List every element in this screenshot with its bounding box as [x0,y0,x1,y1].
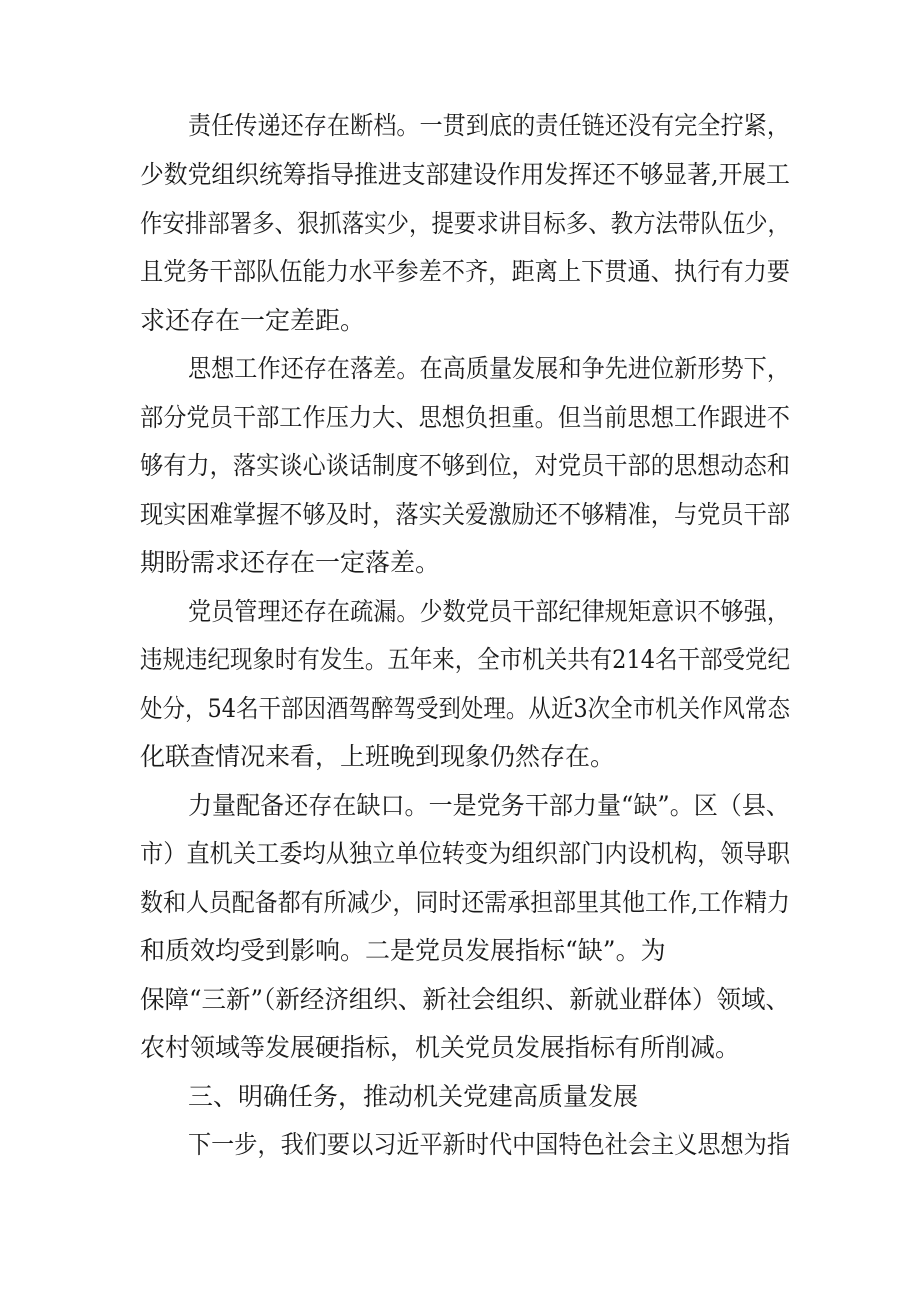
text-line: 求还存在一定差距。 [140,306,366,335]
text-line: 部分党员干部工作压力大、思想负担重。但当前思想工作跟进不 [140,403,791,432]
text-line: 下一步，我们要以习近平新时代中国特色社会主义思想为指 [188,1130,790,1159]
text-line: 期盼需求还存在一定落差。 [140,548,441,577]
text-line: 农村领域等发展硬指标，机关党员发展指标有所削减。 [140,1033,741,1062]
section-heading: 三、明确任务，推动机关党建高质量发展 [188,1082,639,1111]
text-line: 够有力，落实谈心谈话制度不够到位，对党员干部的思想动态和 [140,451,791,480]
text-line: 处分，54名干部因酒驾醉驾受到处理。从近3次全市机关作风常态 [140,694,791,723]
text-line: 数和人员配备都有所减少，同时还需承担部里其他工作,工作精力 [140,888,790,917]
text-line: 责任传递还存在断档。一贯到底的责任链还没有完全拧紧， [188,111,790,140]
text-line: 少数党组织统筹指导推进支部建设作用发挥还不够显著,开展工 [140,160,790,189]
text-line: 和质效均受到影响。二是党员发展指标“缺”。为 [140,936,666,965]
text-line: 党员管理还存在疏漏。少数党员干部纪律规矩意识不够强， [188,597,790,626]
text-line: 思想工作还存在落差。在高质量发展和争先进位新形势下， [188,354,790,383]
text-line: 市）直机关工委均从独立单位转变为组织部门内设机构，领导职 [140,839,791,868]
text-line: 作安排部署多、狠抓落实少，提要求讲目标多、教方法带队伍少， [140,209,790,238]
text-line: 违规违纪现象时有发生。五年来，全市机关共有214名干部受党纪 [140,645,791,674]
text-line: 保障“三新”（新经济组织、新社会组织、新就业群体）领域、 [140,985,791,1014]
text-line: 化联查情况来看，上班晚到现象仍然存在。 [140,742,616,771]
text-line: 且党务干部队伍能力水平参差不齐，距离上下贯通、执行有力要 [140,257,791,286]
text-line: 现实困难掌握不够及时，落实关爱激励还不够精准，与党员干部 [140,500,791,529]
text-line: 力量配备还存在缺口。一是党务干部力量“缺”。区（县、 [188,791,790,820]
